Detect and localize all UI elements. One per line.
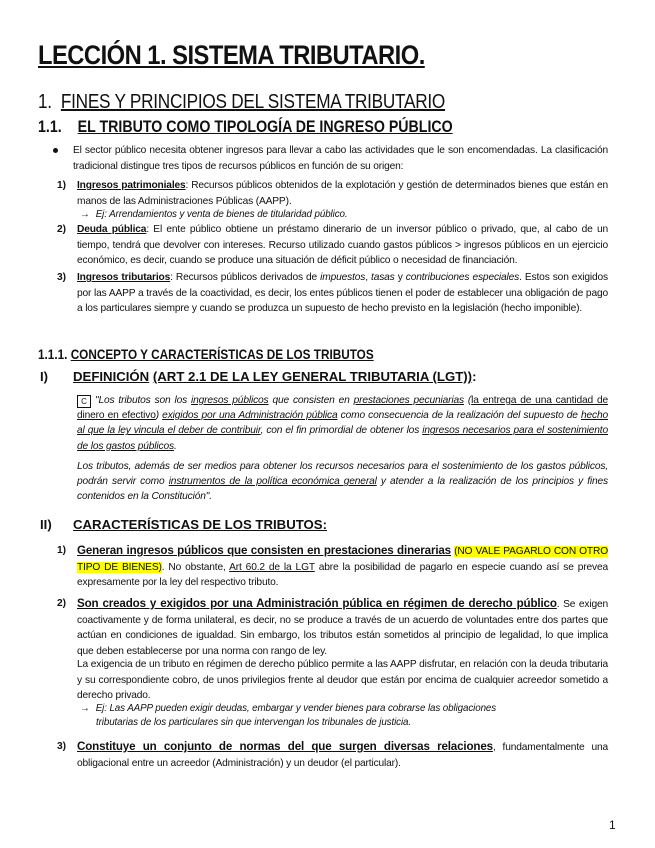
characteristic-item: [77, 739, 608, 771]
definition-ref: (ART 2.1 DE LA LEY GENERAL TRIBUTARIA (LGT)): [152, 369, 473, 384]
roman-label: I): [40, 369, 49, 384]
definition-quote-2: [77, 459, 608, 505]
quote-underlined: ingresos públicos: [191, 395, 269, 406]
colon: :: [472, 369, 477, 384]
term: Ingresos tributarios: [77, 272, 171, 283]
quote-text: y atender a la realización de los principios y fines contenidos en la Constitución".: [77, 476, 608, 503]
item-text: . Estos son exigidos por las AAPP a través de la coactividad, es decir, los entes públicos tienen el poder de establecer una obligación de pago a los particulares siempre y cuando se produzca un supuesto de hecho previsto en la legislación (hecho imponible).: [77, 272, 608, 315]
emphasis: tasas: [371, 272, 395, 283]
intro-paragraph: El sector público necesita obtener ingresos para llevar a cabo las actividades que le son encomendadas. La clasificación tradicional distingue tres tipos de recursos públicos en función de su origen:: [73, 145, 608, 172]
separator: y: [394, 272, 406, 283]
characteristic-lead: Son creados y exigidos por una Administración pública en régimen de derecho público: [77, 597, 557, 610]
highlight: (NO VALE PAGARLO CON OTRO TIPO DE BIENES): [77, 546, 608, 573]
section-1-1-heading: [38, 118, 453, 137]
lesson-title: LECCIÓN 1. SISTEMA TRIBUTARIO.: [38, 40, 425, 70]
roman-label: II): [40, 517, 52, 532]
arrow-icon: →: [80, 703, 90, 714]
item-text: . No obstante,: [161, 561, 230, 573]
definition-title: DEFINICIÓN: [73, 369, 150, 384]
quote-text: Los tributos, además de ser medios para obtener los recursos necesarios para el sostenimiento de los gastos públicos, podrán servir como: [77, 461, 608, 488]
quote-text: "Los tributos son los: [95, 395, 192, 406]
quote-underlined: la entrega de una cantidad de dinero en efectivo: [77, 395, 608, 422]
quote-underlined: prestaciones pecuniarias: [353, 395, 464, 406]
section-title: FINES Y PRINCIPIOS DEL SISTEMA TRIBUTARIO: [60, 91, 446, 113]
quote-underlined: hecho al que la ley vincula el deber de contribuir: [77, 410, 608, 437]
quote-text: como consecuencia de la realización del supuesto de: [337, 410, 581, 422]
page-number: 1: [609, 818, 616, 832]
characteristics-title: CARACTERÍSTICAS DE LOS TRIBUTOS:: [73, 517, 327, 532]
quote-underlined: exigidos por una Administración pública: [162, 410, 338, 422]
section-number: 1.1.: [38, 118, 62, 136]
section-number: 1.: [38, 91, 52, 113]
characteristic-lead: Generan ingresos públicos que consisten en prestaciones dinerarias: [77, 544, 451, 557]
section-title: EL TRIBUTO COMO TIPOLOGÍA DE INGRESO PÚBLICO: [77, 118, 453, 136]
list-number: 3): [57, 741, 67, 752]
item-text: , fundamentalmente una obligacional entre un acreedor (Administración) y un deudor (el particular).: [77, 742, 608, 769]
list-item: [77, 270, 608, 317]
characteristics-heading: [40, 517, 327, 532]
definition-heading: [40, 369, 476, 384]
list-number: 1): [57, 180, 67, 191]
characteristic-paragraph: La exigencia de un tributo en régimen de derecho público permite a las AAPP disfrutar, en relación con la deuda tributaria y su correspondiente cobro, de unos privilegios frente al deudor que están por encima de cualquier acreedor sometido a derecho privado.: [77, 659, 608, 702]
list-item: [77, 222, 608, 269]
section-1-heading: [38, 91, 445, 114]
separator: ,: [365, 272, 372, 283]
quote-text: , con el fin primordial de obtener los: [260, 425, 423, 437]
definition-quote: [77, 393, 608, 454]
section-1-1-1-heading: [38, 346, 374, 362]
characteristic-lead: Constituye un conjunto de normas del que surgen diversas relaciones: [77, 740, 493, 753]
quote-text: (: [463, 395, 472, 406]
characteristic-item: [77, 596, 608, 659]
quote-text: que consisten en: [268, 395, 354, 406]
list-number: 3): [57, 272, 67, 283]
example-text: Ej: Arrendamientos y venta de bienes de titularidad público.: [95, 209, 348, 220]
item-text: : El ente público obtiene un préstamo dinerario de un inversor público o privado, que, al cabo de un tiempo, tendrá que devolver con intereses. Recurso utilizado cuando gastos públicos > ingresos públicos en un ejercicio económico, es decir, cuando se produce una situación de déficit público o necesidad de financiación.: [77, 224, 608, 267]
list-number: 1): [57, 545, 67, 556]
item-text: : Recursos públicos derivados de: [170, 272, 321, 283]
item-text: . Se exigen coactivamente y de forma unilateral, es decir, no se produce a través de un acuerdo de voluntades entre dos partes que actúan en condiciones de igualdad. Sin embargo, los tributos están sometidos al principio de legalidad, lo que implica que deben establecerse por una norma con rango de ley.: [77, 599, 609, 657]
example-line: tributarias de los particulares sin que intervengan los tribunales de justicia.: [96, 717, 412, 728]
example-text: Ej: Las AAPP pueden exigir deudas, embargar y vender bienes para cobrarse las obligaciones: [95, 703, 497, 714]
section-number: 1.1.1.: [38, 346, 68, 362]
emphasis: contribuciones especiales: [405, 272, 520, 283]
quote-icon: C: [77, 395, 91, 408]
term: Deuda pública: [77, 224, 147, 235]
arrow-icon: →: [80, 209, 90, 220]
section-title: CONCEPTO Y CARACTERÍSTICAS DE LOS TRIBUTOS: [70, 346, 374, 362]
list-item: [77, 178, 608, 209]
example-line: [80, 702, 496, 716]
term: Ingresos patrimoniales: [77, 180, 186, 191]
quote-text: .: [173, 440, 177, 452]
quote-underlined: ingresos necesarios para el sostenimiento de los gastos públicos: [77, 425, 608, 452]
quote-text: ): [155, 410, 163, 422]
list-number: 2): [57, 224, 67, 235]
article-ref: Art 60.2 de la LGT: [229, 561, 315, 573]
characteristic-item: [77, 543, 608, 591]
item-text: : Recursos públicos obtenidos de la explotación y gestión de determinados bienes que están en manos de las Administraciones Públicas (AAPP).: [77, 180, 609, 207]
quote-underlined: instrumentos de la política económica general: [168, 476, 377, 488]
list-number: 2): [57, 598, 67, 609]
bullet-icon: [53, 148, 58, 153]
example-line: [80, 208, 347, 222]
emphasis: impuestos: [320, 272, 366, 283]
item-text: abre la posibilidad de pagarlo en especie cuando así se prevea expresamente por la ley del respectivo tributo.: [77, 561, 608, 589]
